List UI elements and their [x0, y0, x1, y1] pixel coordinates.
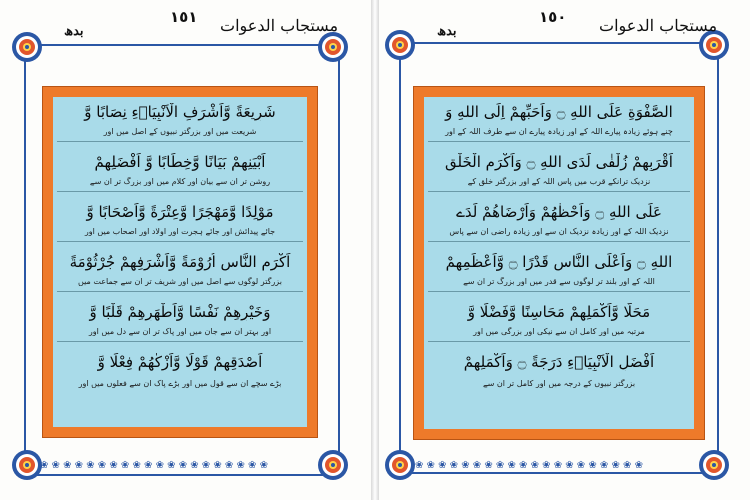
- arabic-line: وَخَيْرِهِمْ نَفْسًا وَّاَطْهَرِهِمْ قَلْبًا وَّ: [89, 303, 271, 321]
- text-panel: [53, 97, 307, 427]
- arabic-line: اَقْرَبِهِمْ زُلْفٰى لَدَى اللهِ ۝ وَاَكْرَمِ الْخَلْقِ: [445, 153, 673, 171]
- section-label: بدھ: [64, 24, 84, 39]
- line-divider: [428, 291, 690, 292]
- urdu-translation: جائے پیدائش اور جائے ہجرت اور اولاد اور اصحاب میں اور: [84, 227, 276, 236]
- urdu-translation: نزدیک اللہ کے اور زیادہ نزدیک ان سے اور زیادہ راضی ان سے پاس: [449, 227, 669, 236]
- rosette-icon: [383, 448, 417, 482]
- page-number: ١٥٠: [539, 8, 567, 26]
- line-divider: [57, 141, 303, 142]
- arabic-line: اللهِ ۝ وَاَعْلَى النَّاسِ قَدْرًا ۝ وَّاَعْظَمِهِمْ: [445, 253, 673, 271]
- line-divider: [428, 241, 690, 242]
- text-panel: [424, 97, 694, 429]
- line-divider: [57, 341, 303, 342]
- border-vine-icon: ❀ ❀ ❀ ❀ ❀ ❀ ❀ ❀ ❀ ❀ ❀ ❀ ❀ ❀ ❀ ❀ ❀ ❀ ❀ ❀: [40, 460, 268, 471]
- line-divider: [428, 191, 690, 192]
- text-panel-border: [413, 86, 705, 440]
- urdu-translation: چنے ہوئے زیادہ پیارے اللہ کے اور زیادہ پیارے ان سے طرف اللہ کے اور: [445, 127, 673, 136]
- urdu-translation: اور بہتر ان سے جان میں اور پاک تر ان سے دل میں اور: [88, 327, 272, 336]
- arabic-line: شَرِيعَةً وَّاَشْرَفِ الْاَنْبِيَاۗءِ نِصَابًا وَّ: [84, 103, 276, 121]
- line-divider: [57, 241, 303, 242]
- page-title: مستجاب الدعوات: [220, 16, 339, 35]
- arabic-line: اَفْضَلِ الْاَنْبِيَاۗءِ دَرَجَةً ۝ وَاَكْمَلِهِمْ: [463, 353, 655, 371]
- section-label: بدھ: [437, 24, 457, 39]
- line-divider: [57, 291, 303, 292]
- urdu-translation: مرتبہ میں اور کامل ان سے نیکی اور بزرگی میں اور: [473, 327, 645, 336]
- book-gutter: [371, 0, 379, 500]
- urdu-translation: بڑے سچے ان سے قول میں اور بڑے پاک ان سے فعلوں میں اور: [78, 379, 282, 388]
- line-divider: [428, 341, 690, 342]
- urdu-translation: شریعت میں اور بزرگتر نبیوں کے اصل میں اور: [103, 127, 257, 136]
- arabic-line: اَصْدَقِهِمْ قَوْلًا وَّاَزْكٰهُمْ فِعْلًا وَّ: [97, 353, 263, 371]
- urdu-translation: بزرگتر لوگوں سے اصل میں اور شریف تر ان سے جماعت میں: [78, 277, 282, 286]
- arabic-line: اَكْرَمِ النَّاسِ اُرُوْمَةً وَّاَشْرَفِهِمْ جُرْثُوْمَةً: [69, 253, 291, 271]
- right-page: [379, 0, 750, 500]
- arabic-line: مَوْلِدًا وَّمَهْجَرًا وَّعِتْرَةً وَّاَصْحَابًا وَّ: [86, 203, 274, 221]
- left-page-header: [0, 2, 371, 48]
- urdu-translation: نزدیک ترانکے قرب میں پاس اللہ کے اور بزرگتر خلق کے: [467, 177, 651, 186]
- right-page-header: [379, 2, 750, 48]
- rosette-icon: [10, 448, 44, 482]
- border-vine-icon: ❀ ❀ ❀ ❀ ❀ ❀ ❀ ❀ ❀ ❀ ❀ ❀ ❀ ❀ ❀ ❀ ❀ ❀ ❀ ❀: [415, 460, 643, 471]
- left-page: [0, 0, 371, 500]
- rosette-icon: [697, 448, 731, 482]
- page-number: ١٥١: [170, 8, 198, 26]
- urdu-translation: روشن تر ان سے بیان اور کلام میں اور بزرگ تر ان سے: [89, 177, 271, 186]
- arabic-line: عَلَى اللهِ ۝ وَاَحْظٰهُمْ وَاَرْضَاهُمْ لَدَے: [456, 203, 662, 221]
- urdu-translation: بزرگتر نبیوں کے درجہ میں اور کامل تر ان سے: [482, 379, 636, 388]
- page-title: مستجاب الدعوات: [599, 16, 718, 35]
- arabic-line: مَحَلًّا وَّاَكْمَلِهِمْ مَحَاسِنًا وَّفَضْلًا وَّ: [467, 303, 651, 321]
- arabic-line: الصَّفْوَةِ عَلَى اللهِ ۝ وَاَحَبِّهِمْ اِلَى اللهِ وَ: [445, 103, 673, 121]
- text-panel-border: [42, 86, 318, 438]
- line-divider: [57, 191, 303, 192]
- arabic-line: اَبْيَنِهِمْ بَيَانًا وَّخِطَابًا وَّ اَفْضَلِهِمْ: [94, 153, 266, 171]
- rosette-icon: [316, 448, 350, 482]
- line-divider: [428, 141, 690, 142]
- urdu-translation: اللہ کے اور بلند تر لوگوں سے قدر میں اور بزرگ تر ان سے: [463, 277, 655, 286]
